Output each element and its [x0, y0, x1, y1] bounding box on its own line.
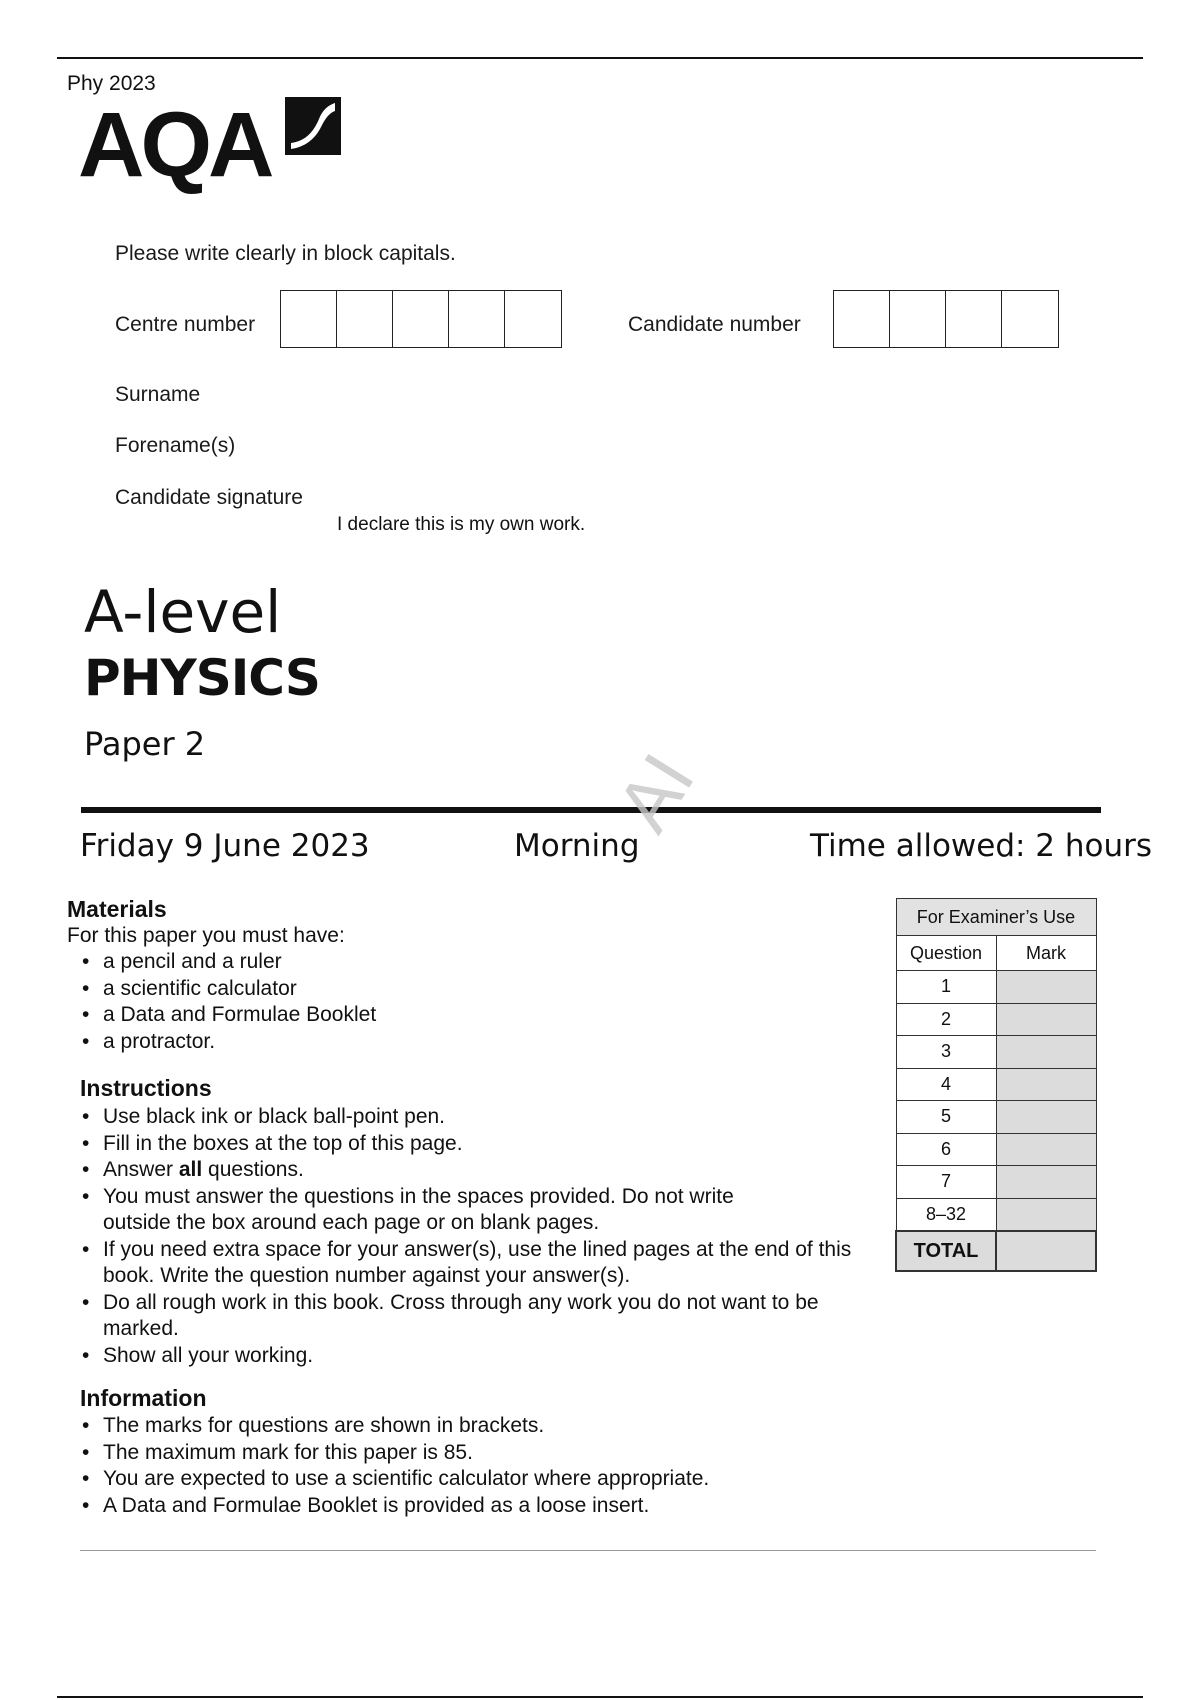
subject-title: PHYSICS: [84, 649, 320, 707]
list-item: • A Data and Formulae Booklet is provided as a loose insert.: [82, 1493, 882, 1520]
mark-cell[interactable]: [996, 1101, 1096, 1134]
question-number: 5: [896, 1101, 996, 1134]
candidate-number-label: Candidate number: [628, 313, 801, 336]
title-divider: [81, 807, 1101, 813]
top-rule: [57, 57, 1143, 59]
question-number: 1: [896, 971, 996, 1004]
declaration-text: I declare this is my own work.: [337, 514, 586, 535]
watermark: AI: [600, 739, 711, 846]
centre-number-box[interactable]: [449, 291, 505, 347]
examiner-table-title: For Examiner’s Use: [896, 899, 1096, 936]
centre-number-boxes[interactable]: [280, 290, 562, 348]
list-item: • The maximum mark for this paper is 85.: [82, 1440, 882, 1467]
total-mark-cell[interactable]: [996, 1231, 1096, 1271]
footer-divider: [80, 1550, 1096, 1551]
information-list: [82, 1413, 882, 1519]
paper-code: Phy 2023: [67, 72, 156, 95]
signature-label: Candidate signature: [115, 486, 303, 509]
candidate-number-boxes[interactable]: [833, 290, 1059, 348]
candidate-number-box[interactable]: [834, 291, 890, 347]
candidate-number-box[interactable]: [946, 291, 1002, 347]
list-item: • If you need extra space for your answer(s), use the lined pages at the end of this book. Write the question number against your answer(s).: [82, 1237, 872, 1290]
exam-session: Morning: [514, 828, 640, 864]
centre-number-box[interactable]: [393, 291, 449, 347]
list-item: • Fill in the boxes at the top of this page.: [82, 1131, 872, 1158]
question-number: 6: [896, 1133, 996, 1166]
list-item: • Do all rough work in this book. Cross through any work you do not want to be marked.: [82, 1290, 823, 1343]
list-item: • Use black ink or black ball-point pen.: [82, 1104, 872, 1131]
mark-cell[interactable]: [996, 1198, 1096, 1231]
instructions-list: [82, 1104, 872, 1369]
forename-label: Forename(s): [115, 434, 236, 457]
centre-number-label: Centre number: [115, 313, 256, 336]
question-number: 4: [896, 1068, 996, 1101]
mark-column-header: Mark: [996, 936, 1096, 971]
candidate-number-box[interactable]: [1002, 291, 1058, 347]
logo-mark-icon: [283, 95, 343, 157]
mark-cell[interactable]: [996, 1036, 1096, 1069]
exam-date: Friday 9 June 2023: [80, 828, 370, 864]
materials-intro: For this paper you must have:: [67, 924, 345, 947]
information-heading: Information: [80, 1385, 207, 1411]
logo-text: AQA: [78, 94, 271, 196]
centre-number-box[interactable]: [337, 291, 393, 347]
materials-list: [82, 949, 782, 1055]
instructions-heading: Instructions: [80, 1075, 212, 1101]
form-instruction: Please write clearly in block capitals.: [115, 242, 456, 265]
list-item: • You must answer the questions in the spaces provided. Do not write outside the box around each page or on blank pages.: [82, 1184, 793, 1237]
list-item: • Show all your working.: [82, 1343, 872, 1370]
list-item: • a protractor.: [82, 1029, 782, 1056]
mark-cell[interactable]: [996, 1068, 1096, 1101]
mark-cell[interactable]: [996, 1133, 1096, 1166]
materials-heading: Materials: [67, 896, 167, 922]
question-number: 8–32: [896, 1198, 996, 1231]
list-item: • Answer all questions.: [82, 1157, 872, 1184]
time-allowed: Time allowed: 2 hours: [810, 828, 1153, 864]
examiner-use-table: [895, 898, 1097, 1272]
list-item: • a scientific calculator: [82, 976, 782, 1003]
candidate-number-box[interactable]: [890, 291, 946, 347]
mark-cell[interactable]: [996, 1003, 1096, 1036]
question-number: 3: [896, 1036, 996, 1069]
question-number: 2: [896, 1003, 996, 1036]
centre-number-box[interactable]: [281, 291, 337, 347]
qualification-level: A-level: [84, 578, 282, 646]
total-label: TOTAL: [896, 1231, 996, 1271]
aqa-logo: [78, 95, 343, 195]
paper-number: Paper 2: [84, 725, 206, 763]
list-item: • You are expected to use a scientific calculator where appropriate.: [82, 1466, 882, 1493]
centre-number-box[interactable]: [505, 291, 561, 347]
bottom-rule: [57, 1696, 1143, 1698]
question-column-header: Question: [896, 936, 996, 971]
mark-cell[interactable]: [996, 1166, 1096, 1199]
question-number: 7: [896, 1166, 996, 1199]
list-item: • a pencil and a ruler: [82, 949, 782, 976]
mark-cell[interactable]: [996, 971, 1096, 1004]
list-item: • a Data and Formulae Booklet: [82, 1002, 782, 1029]
surname-label: Surname: [115, 383, 201, 406]
list-item: • The marks for questions are shown in brackets.: [82, 1413, 882, 1440]
